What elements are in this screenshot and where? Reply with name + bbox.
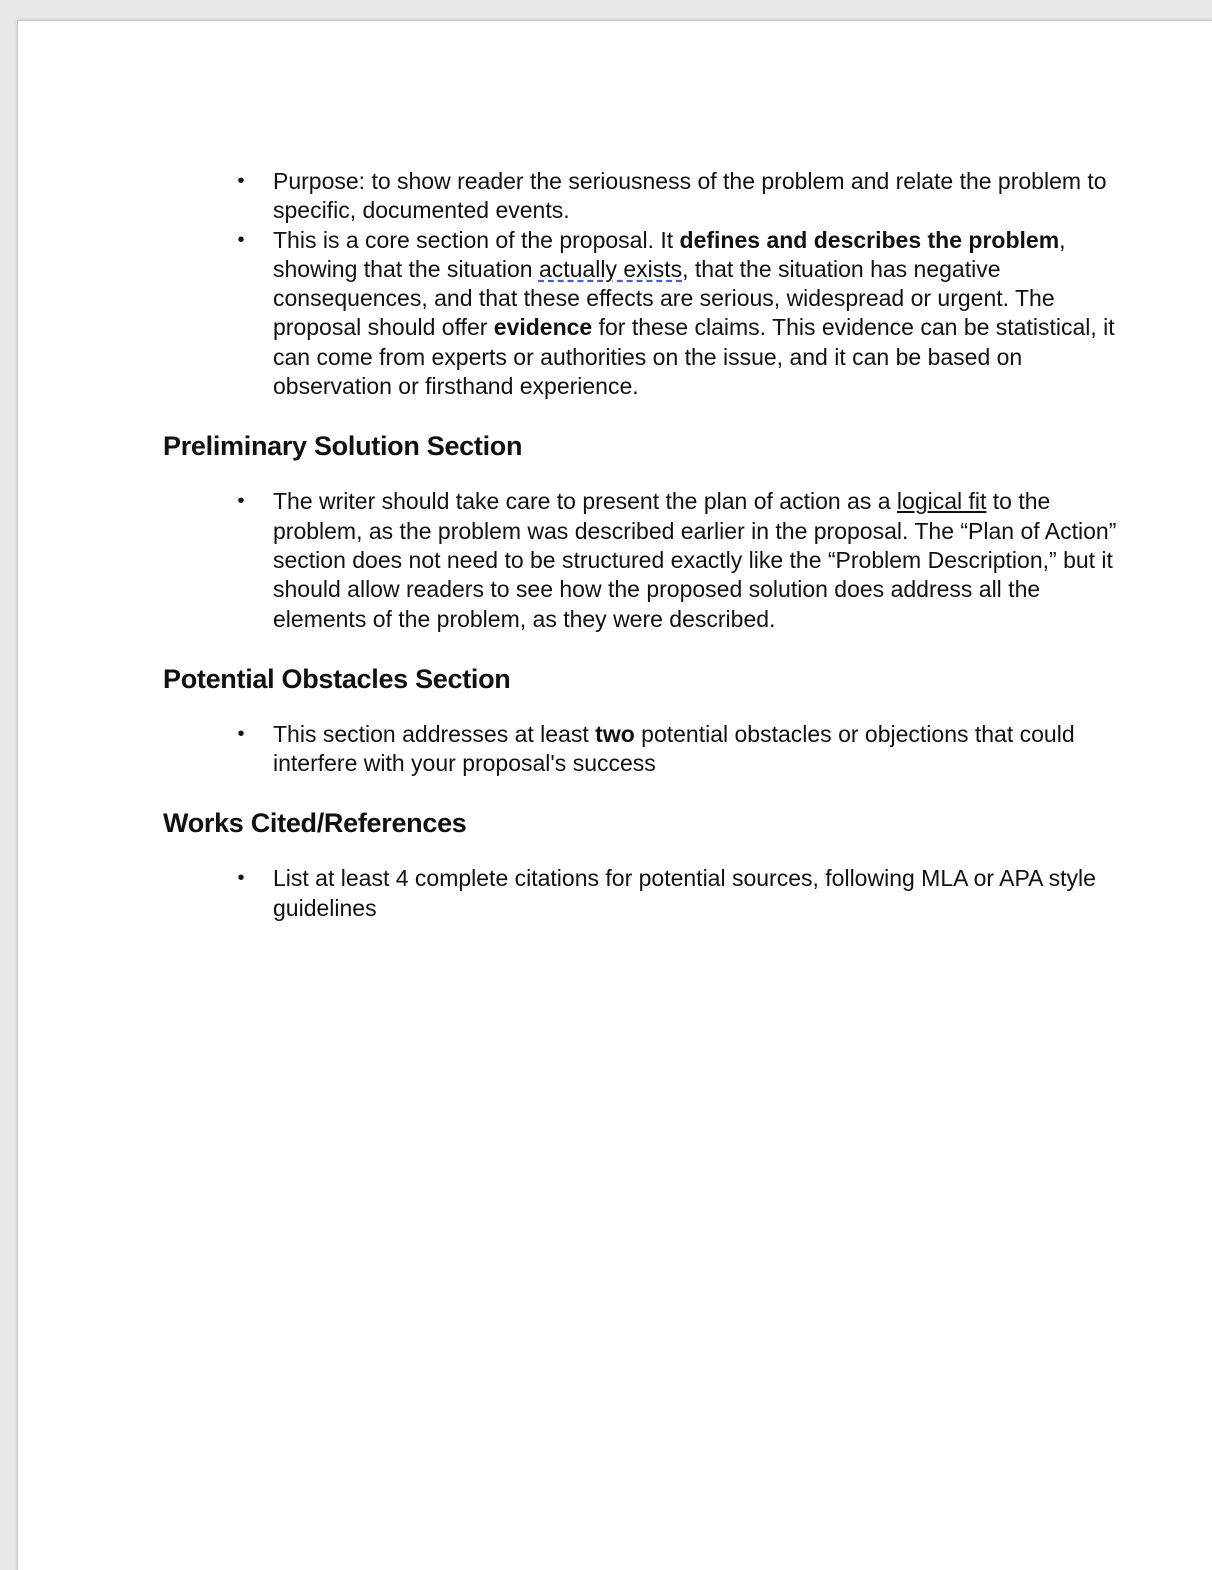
bullet-text[interactable]: This is a core section of the proposal. It defines and describes the problem, showing that the situation actually exists, that the situation has negative consequences, and that these effects are serious, widespread or urgent. The proposal should offer evidence for these claims. This evidence can be statistical, it can come from experts or authorities on the issue, and it can be based on observation or firsthand experience. <box>273 226 1115 400</box>
list-item <box>163 487 1123 633</box>
section-heading: Works Cited/References <box>163 808 467 839</box>
bullet-icon: • <box>237 170 245 192</box>
section-bullet-list <box>163 720 1123 779</box>
bullet-text[interactable]: Purpose: to show reader the seriousness of the problem and relate the problem to specific, documented events. <box>273 168 1107 224</box>
bullet-icon: • <box>237 228 245 251</box>
bullet-text[interactable]: The writer should take care to present the plan of action as a logical fit to the problem, as the problem was described earlier in the proposal. The “Plan of Action” section does not need to be structured exactly like the “Problem Description,” but it should allow readers to see how the proposed solution does address all the elements of the problem, as they were described. <box>273 488 1117 632</box>
bullet-icon: • <box>237 490 245 513</box>
bullet-text[interactable]: List at least 4 complete citations for potential sources, following MLA or APA style guidelines <box>273 865 1096 921</box>
section-bullet-list <box>163 864 1123 923</box>
section-heading: Preliminary Solution Section <box>163 431 523 462</box>
list-item <box>163 167 1123 226</box>
list-item <box>163 864 1123 923</box>
intro-bullet-list <box>163 167 1123 401</box>
underlined-text: logical fit <box>896 488 987 515</box>
bullet-icon: • <box>237 722 245 745</box>
document-content <box>163 167 1123 923</box>
document-page <box>17 20 1212 1570</box>
list-item <box>163 720 1123 779</box>
section-heading: Potential Obstacles Section <box>163 663 511 694</box>
spellcheck-flagged-text[interactable]: actually exists <box>538 255 683 282</box>
bullet-text[interactable]: This section addresses at least two potential obstacles or objections that could interfere with your proposal's success <box>273 720 1075 777</box>
section-bullet-list <box>163 487 1123 633</box>
bullet-icon: • <box>237 867 245 890</box>
list-item <box>163 226 1123 402</box>
